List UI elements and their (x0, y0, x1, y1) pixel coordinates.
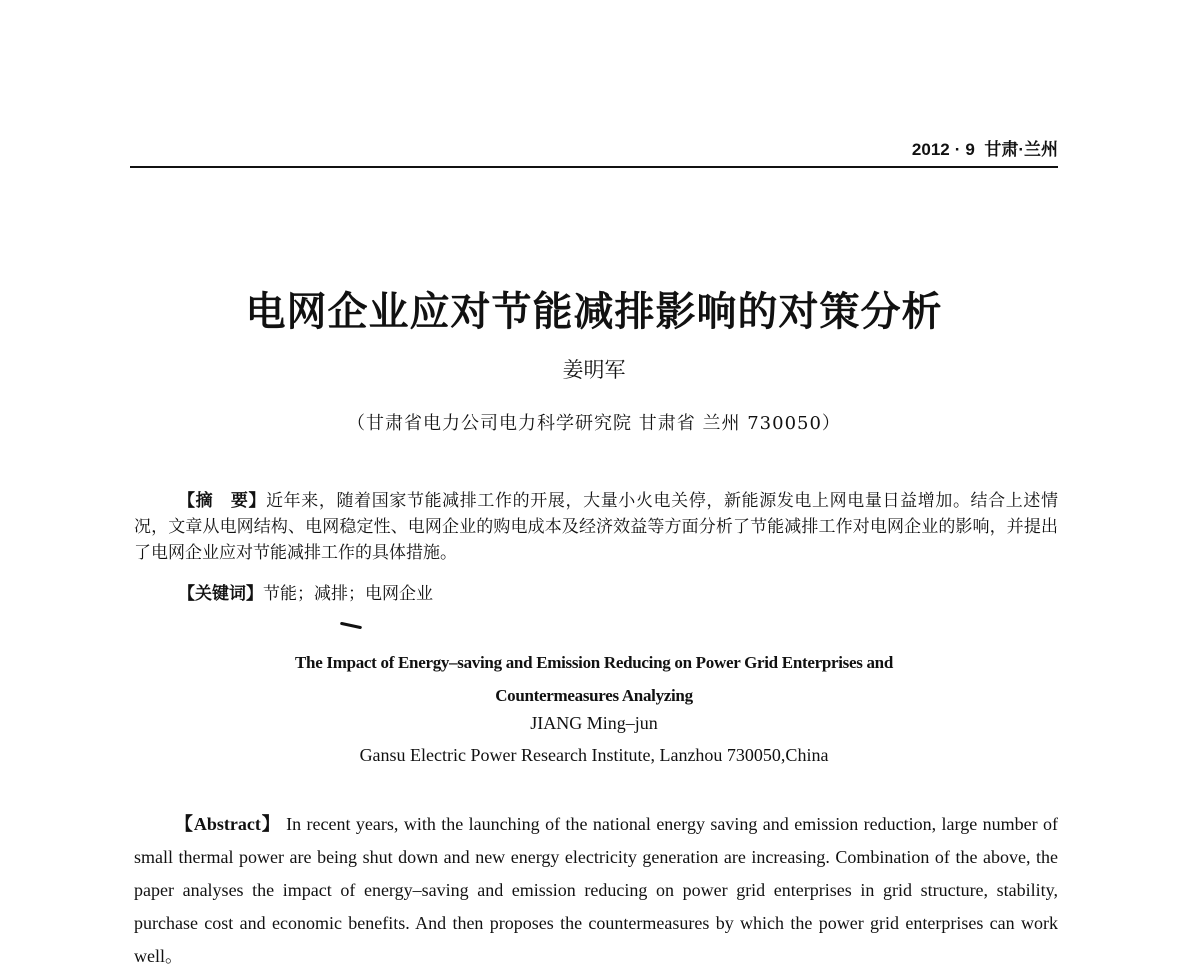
keywords-cn-text: 节能；减排；电网企业 (263, 584, 433, 604)
header-separator: · (954, 140, 961, 159)
affiliation-en: Gansu Electric Power Research Institute, Lanzhou 730050,China (359, 745, 829, 765)
author-cn: 姜明军 (562, 358, 626, 382)
keywords-cn (178, 581, 433, 607)
abstract-cn-paragraph (134, 488, 1058, 566)
author-en: JIANG Ming–jun (530, 713, 658, 733)
abstract-cn (134, 488, 1058, 566)
ink-mark (340, 622, 362, 630)
title-en-line-1: The Impact of Energy–saving and Emission Reducing on Power Grid Enterprises and (295, 653, 893, 672)
abstract-cn-text: 近年来，随着国家节能减排工作的开展，大量小火电关停，新能源发电上网电量日益增加。结合上述情况，文章从电网结构、电网稳定性、电网企业的购电成本及经济效益等方面分析了节能减排工作对电网企业的影响，并提出了电网企业应对节能减排工作的具体措施。 (134, 491, 1058, 563)
header-month: 9 (965, 140, 975, 159)
title-en-line-2: Countermeasures Analyzing (495, 686, 693, 705)
paper-title-en (130, 646, 1058, 712)
running-header (130, 138, 1058, 168)
header-year: 2012 (911, 140, 950, 159)
abstract-cn-label: 【摘 要】 (178, 491, 267, 511)
paper-title-cn: 电网企业应对节能减排影响的对策分析 (245, 288, 943, 335)
header-location: 甘肃·兰州 (984, 140, 1058, 159)
abstract-en (134, 808, 1058, 973)
abstract-en-text: In recent years, with the launching of the national energy saving and emission reduction, large number of small thermal power are being shut down and new energy electricity generation are increasing. Combination of the above, the paper analyses the impact of energy–saving and emission reducing on power grid enterprises in grid structure, stability, purchase cost and economic benefits. And then proposes the countermeasures by which the power grid enterprises can work well。 (134, 814, 1059, 966)
abstract-en-label: 【Abstract】 (174, 814, 281, 834)
keywords-cn-label: 【关键词】 (178, 584, 263, 604)
affiliation-cn: （甘肃省电力公司电力科学研究院 甘肃省 兰州 730050） (347, 413, 841, 434)
